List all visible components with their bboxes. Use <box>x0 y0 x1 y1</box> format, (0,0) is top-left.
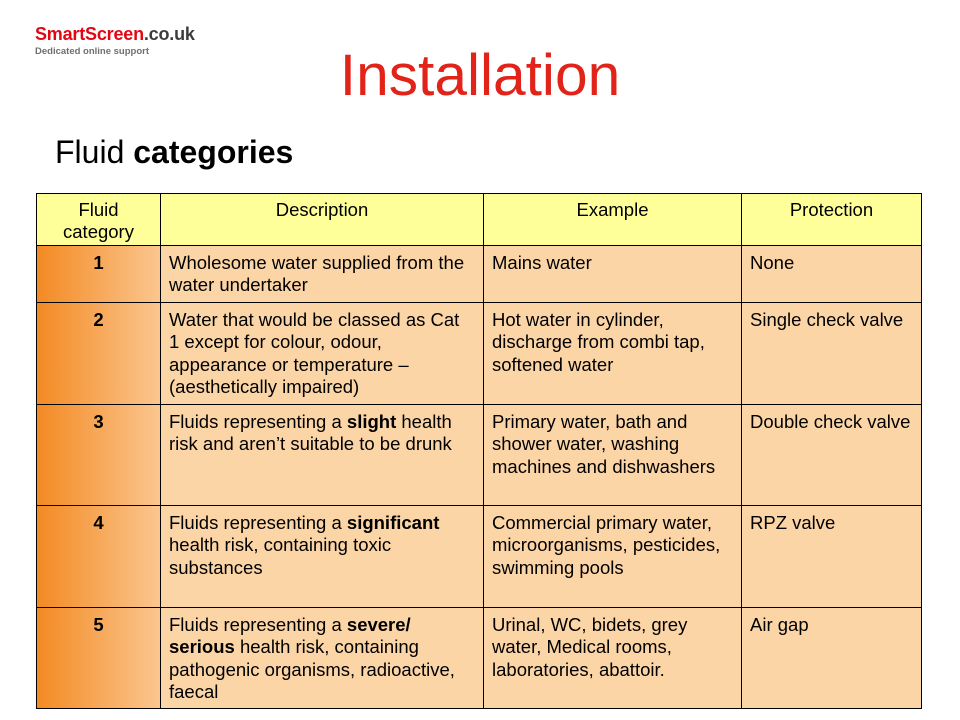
fluid-categories-table <box>36 193 922 709</box>
description-text-continued: health risk, containing pathogenic organisms, radioactive, faecal <box>169 636 455 703</box>
description-text: Water that would be classed as Cat 1 except for colour, odour, appearance or temperature – (aesthetically impaired) <box>169 309 460 398</box>
description-emphasis: slight <box>346 411 397 432</box>
subtitle-regular-text: Fluid <box>55 134 125 170</box>
description-cell <box>161 303 484 405</box>
category-number-cell: 1 <box>37 246 161 303</box>
description-cell <box>161 405 484 506</box>
category-number-cell: 3 <box>37 405 161 506</box>
header-description: Description <box>161 194 484 246</box>
logo-domain-suffix: .co.uk <box>143 24 195 44</box>
header-protection: Protection <box>742 194 922 246</box>
slide-subtitle <box>55 134 293 171</box>
example-cell: Commercial primary water, microorganisms, pesticides, swimming pools <box>484 506 742 608</box>
header-fluid-category: Fluid category <box>37 194 161 246</box>
example-cell: Mains water <box>484 246 742 303</box>
description-text-continued: health risk, containing toxic substances <box>169 534 392 578</box>
logo-wordmark <box>35 24 195 44</box>
description-emphasis: severe/ serious <box>169 614 411 658</box>
protection-cell: Single check valve <box>742 303 922 405</box>
protection-cell: Air gap <box>742 608 922 709</box>
category-number-cell: 5 <box>37 608 161 709</box>
slide-title: Installation <box>339 43 621 108</box>
category-number-cell: 4 <box>37 506 161 608</box>
description-text: Wholesome water supplied from the water undertaker <box>169 252 465 296</box>
description-emphasis: significant <box>346 512 440 533</box>
description-text-continued: health risk and aren’t suitable to be drunk <box>169 411 452 455</box>
example-cell: Urinal, WC, bidets, grey water, Medical rooms, laboratories, abattoir. <box>484 608 742 709</box>
description-text: Fluids representing a <box>169 512 342 533</box>
logo-tagline: Dedicated online support <box>35 46 150 57</box>
description-cell <box>161 506 484 608</box>
category-number-cell: 2 <box>37 303 161 405</box>
description-text: Fluids representing a <box>169 411 342 432</box>
example-cell: Primary water, bath and shower water, washing machines and dishwashers <box>484 405 742 506</box>
description-cell <box>161 246 484 303</box>
description-text: Fluids representing a <box>169 614 342 635</box>
protection-cell: None <box>742 246 922 303</box>
protection-cell: Double check valve <box>742 405 922 506</box>
header-example: Example <box>484 194 742 246</box>
subtitle-bold-text: categories <box>133 134 294 170</box>
protection-cell: RPZ valve <box>742 506 922 608</box>
description-cell <box>161 608 484 709</box>
logo-brand-name: SmartScreen <box>35 24 144 44</box>
example-cell: Hot water in cylinder, discharge from combi tap, softened water <box>484 303 742 405</box>
